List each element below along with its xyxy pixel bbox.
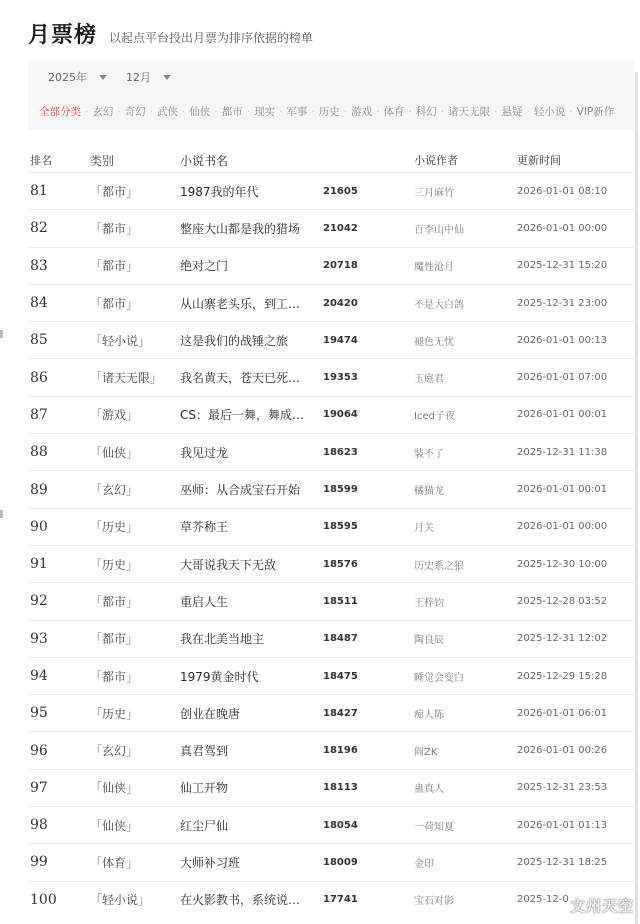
author-link[interactable]: 宝石对影 (414, 896, 454, 908)
updated-time: 2025-12-31 15:20 (517, 260, 608, 272)
table-body (28, 172, 634, 918)
month-value: 12月 (126, 71, 151, 84)
category-separator: · (279, 105, 283, 118)
category-tab[interactable]: VIP新作 (576, 106, 615, 118)
category-cell: 「都市」 (90, 296, 139, 311)
table-row (28, 470, 634, 507)
category-tab[interactable]: 玄幻 (92, 106, 114, 118)
table-row (28, 321, 634, 358)
updated-time: 2026-01-01 00:00 (517, 222, 608, 234)
month-select[interactable] (126, 69, 171, 85)
rank-cell: 91 (30, 556, 48, 573)
updated-time: 2026-01-01 01:13 (517, 819, 608, 831)
table-row (28, 620, 634, 657)
table-row (28, 731, 634, 768)
category-tab[interactable]: 仙侠 (189, 106, 211, 118)
page-subtitle: 以起点平台投出月票为排序依据的榜单 (109, 31, 314, 45)
vote-count: 18599 (323, 484, 358, 496)
updated-time: 2026-01-01 00:00 (517, 521, 608, 533)
rank-cell: 86 (30, 369, 48, 386)
author-link[interactable]: Iced子夜 (414, 411, 455, 423)
book-title-link[interactable]: 我名黄天，苍天已死… (180, 371, 301, 386)
book-title-link[interactable]: 这是我们的战锤之旅 (180, 333, 289, 348)
category-tab[interactable]: 科幻 (415, 106, 437, 118)
category-cell: 「体育」 (90, 855, 139, 870)
updated-time: 2025-12-31 23:53 (517, 782, 608, 794)
category-tab[interactable]: 武侠 (157, 106, 179, 118)
rank-cell: 99 (30, 854, 48, 871)
category-tab[interactable]: 体育 (383, 106, 405, 118)
book-title-link[interactable]: 红尘尸仙 (180, 818, 229, 833)
page-header (28, 18, 313, 52)
vote-count: 20420 (323, 297, 358, 309)
category-tab[interactable]: 历史 (318, 106, 340, 118)
author-link[interactable]: 不是大白鸽 (414, 299, 464, 311)
table-row (28, 545, 634, 582)
table-row (28, 806, 634, 843)
category-separator: · (85, 105, 89, 118)
category-separator: · (526, 105, 530, 118)
updated-time: 2025-12-28 03:52 (517, 595, 608, 607)
category-separator: · (343, 105, 348, 118)
vote-count: 18009 (323, 856, 358, 868)
vote-count: 18113 (323, 782, 358, 794)
updated-time: 2026-01-01 00:01 (517, 409, 608, 421)
book-title-link[interactable]: 绝对之门 (180, 259, 229, 274)
updated-time: 2025-12-31 18:25 (517, 856, 608, 868)
book-title-link[interactable]: 重启人生 (180, 594, 229, 609)
category-separator: · (440, 105, 445, 118)
category-cell: 「都市」 (90, 259, 139, 274)
rank-cell: 82 (30, 220, 48, 237)
category-filter-bar (39, 104, 614, 119)
category-separator: · (214, 105, 218, 118)
book-title-link[interactable]: 仙工开物 (180, 781, 229, 796)
book-title-link[interactable]: 大哥说我天下无敌 (180, 557, 277, 572)
rank-cell: 96 (30, 742, 48, 759)
page-title: 月票榜 (28, 22, 98, 48)
table-row (28, 358, 634, 395)
table-row (28, 769, 634, 806)
category-cell: 「轻小说」 (90, 333, 151, 348)
vote-count: 18576 (323, 558, 358, 570)
rank-cell: 89 (30, 481, 48, 498)
rank-cell: 92 (30, 593, 48, 610)
rank-cell: 100 (30, 891, 57, 908)
author-link[interactable]: 一荷知夏 (414, 821, 454, 833)
rank-cell: 85 (30, 332, 48, 349)
vote-count: 18623 (323, 446, 358, 458)
chevron-down-icon (99, 75, 107, 80)
header-rank: 排名 (30, 154, 52, 167)
author-link[interactable]: 金印 (414, 858, 434, 870)
category-tab[interactable]: 游戏 (351, 106, 373, 118)
category-cell: 「玄幻」 (90, 744, 139, 759)
category-tab[interactable]: 轻小说 (533, 106, 566, 118)
vote-count: 19474 (323, 334, 358, 346)
vote-count: 18054 (323, 819, 358, 831)
category-tab[interactable]: 现实 (254, 106, 276, 118)
table-row (28, 396, 634, 433)
book-title-link[interactable]: 我见过龙 (180, 445, 229, 460)
updated-time: 2026-01-01 07:00 (517, 372, 608, 384)
author-link[interactable]: 装不了 (414, 448, 444, 460)
author-link[interactable]: 魔性沧月 (414, 262, 454, 274)
table-row (28, 433, 634, 470)
author-link[interactable]: 蛊真人 (414, 784, 444, 796)
scrollbar[interactable] (635, 72, 638, 924)
updated-time: 2026-01-01 00:13 (517, 334, 608, 346)
category-separator: · (569, 105, 573, 118)
book-title-link[interactable]: 在火影教书，系统说… (180, 893, 301, 908)
updated-time: 2025-12-30 10:00 (517, 558, 608, 570)
author-link[interactable]: 痴人陈 (414, 709, 444, 721)
header-author: 小说作者 (414, 154, 458, 167)
book-title-link[interactable]: 整座大山都是我的猎场 (180, 221, 301, 236)
category-cell: 「都市」 (90, 184, 139, 199)
book-title-link[interactable]: 1987我的年代 (180, 184, 259, 199)
table-row (28, 172, 634, 209)
book-title-link[interactable]: 草芥称王 (180, 520, 229, 535)
updated-time: 2025-12-29 15:28 (517, 670, 608, 682)
header-updated: 更新时间 (517, 154, 561, 167)
category-cell: 「历史」 (90, 706, 139, 721)
vote-count: 18487 (323, 633, 358, 645)
category-separator: · (408, 105, 412, 118)
author-link[interactable]: 陶良辰 (414, 635, 444, 647)
rank-cell: 90 (30, 518, 48, 535)
left-edge-marker (0, 330, 3, 338)
author-link[interactable]: 阎ZK (414, 747, 438, 759)
category-cell: 「轻小说」 (90, 893, 151, 908)
category-tab[interactable]: 军事 (286, 106, 308, 118)
category-tab[interactable]: 悬疑 (501, 106, 523, 118)
table-row (28, 881, 634, 918)
category-separator: · (149, 105, 154, 118)
book-title-link[interactable]: 从山寨老头乐，到工… (180, 296, 301, 311)
vote-count: 18475 (323, 670, 358, 682)
updated-time: 2026-01-01 08:10 (517, 185, 608, 197)
author-link[interactable]: 褪色无忧 (414, 336, 454, 348)
category-cell: 「仙侠」 (90, 818, 139, 833)
updated-time: 2026-01-01 06:01 (517, 707, 608, 719)
category-cell: 「都市」 (90, 632, 139, 647)
filter-panel (28, 60, 634, 130)
book-title-link[interactable]: 巫师：从合成宝石开始 (180, 483, 301, 498)
table-row (28, 582, 634, 619)
vote-count: 19353 (323, 372, 358, 384)
header-category: 类别 (90, 153, 115, 168)
category-cell: 「游戏」 (90, 408, 139, 423)
category-tab[interactable]: 诸天无限 (448, 106, 491, 118)
table-header (28, 148, 634, 172)
category-separator: · (376, 105, 380, 118)
category-separator: · (311, 105, 315, 118)
header-title: 小说书名 (180, 153, 229, 168)
vote-count: 17741 (323, 894, 358, 906)
rank-cell: 98 (30, 817, 48, 834)
vote-count: 19064 (323, 409, 358, 421)
category-cell: 「都市」 (90, 669, 139, 684)
vote-count: 18595 (323, 521, 358, 533)
updated-time: 2025-12-31 12:02 (517, 633, 608, 645)
table-row (28, 843, 634, 880)
author-link[interactable]: 橘猫龙 (414, 486, 444, 498)
vote-count: 20718 (323, 260, 358, 272)
rank-cell: 87 (30, 406, 48, 423)
category-tab[interactable]: 奇幻 (124, 106, 146, 118)
table-row (28, 657, 634, 694)
year-value: 2025年 (48, 71, 87, 84)
table-row (28, 209, 634, 246)
author-link[interactable]: 三月麻竹 (414, 187, 454, 199)
book-title-link[interactable]: 创业在晚唐 (180, 706, 241, 721)
author-link[interactable]: 历史系之狼 (414, 560, 464, 572)
category-cell: 「玄幻」 (90, 483, 139, 498)
updated-time: 2025-12-31 11:38 (517, 446, 608, 458)
book-title-link[interactable]: 我在北美当地主 (180, 632, 265, 647)
author-link[interactable]: 睡觉会变白 (414, 672, 464, 684)
rank-cell: 94 (30, 668, 48, 684)
book-title-link[interactable]: 1979黄金时代 (180, 669, 259, 684)
category-separator: · (494, 105, 498, 118)
chevron-down-icon (163, 75, 171, 80)
author-link[interactable]: 王梓钧 (414, 597, 444, 609)
category-separator: · (117, 105, 121, 118)
category-cell: 「诸天无限」 (90, 371, 163, 386)
vote-count: 18427 (323, 707, 358, 719)
table-row (28, 284, 634, 321)
category-tab[interactable]: 都市 (221, 106, 243, 118)
rank-cell: 84 (30, 295, 48, 312)
updated-time: 2026-01-01 00:01 (517, 484, 608, 496)
watermark: 文州天空 (569, 897, 634, 915)
author-link[interactable]: 百李山中仙 (414, 224, 464, 236)
category-separator: · (246, 105, 251, 118)
rank-cell: 93 (30, 630, 48, 647)
rank-cell: 97 (30, 779, 48, 796)
category-cell: 「都市」 (90, 594, 139, 609)
table-row (28, 247, 634, 284)
left-edge-marker (0, 510, 3, 518)
vote-count: 21042 (323, 222, 358, 234)
year-select[interactable] (48, 69, 107, 85)
category-cell: 「仙侠」 (90, 445, 139, 460)
rank-cell: 83 (30, 257, 48, 274)
table-row (28, 694, 634, 731)
category-separator: · (182, 105, 186, 118)
category-cell: 「仙侠」 (90, 781, 139, 796)
table-row (28, 508, 634, 545)
category-cell: 「都市」 (90, 221, 139, 236)
updated-time: 2026-01-01 00:26 (517, 745, 608, 757)
book-title-link[interactable]: 真君驾到 (180, 744, 229, 759)
book-title-link[interactable]: 大师补习班 (180, 855, 241, 870)
category-cell: 「历史」 (90, 557, 139, 572)
vote-count: 18196 (323, 745, 358, 757)
category-cell: 「历史」 (90, 520, 139, 535)
vote-count: 18511 (323, 595, 358, 607)
category-tab[interactable]: 全部分类 (39, 106, 81, 118)
rank-cell: 95 (30, 705, 48, 722)
author-link[interactable]: 月关 (414, 523, 434, 535)
ranking-table (28, 148, 634, 918)
author-link[interactable]: 玉庭君 (414, 374, 444, 386)
updated-time: 2025-12-0 (517, 894, 569, 906)
updated-time: 2025-12-31 23:00 (517, 297, 608, 309)
book-title-link[interactable]: CS：最后一舞，舞成… (180, 408, 304, 423)
rank-cell: 81 (30, 183, 48, 200)
vote-count: 21605 (323, 185, 358, 197)
rank-cell: 88 (30, 444, 48, 461)
